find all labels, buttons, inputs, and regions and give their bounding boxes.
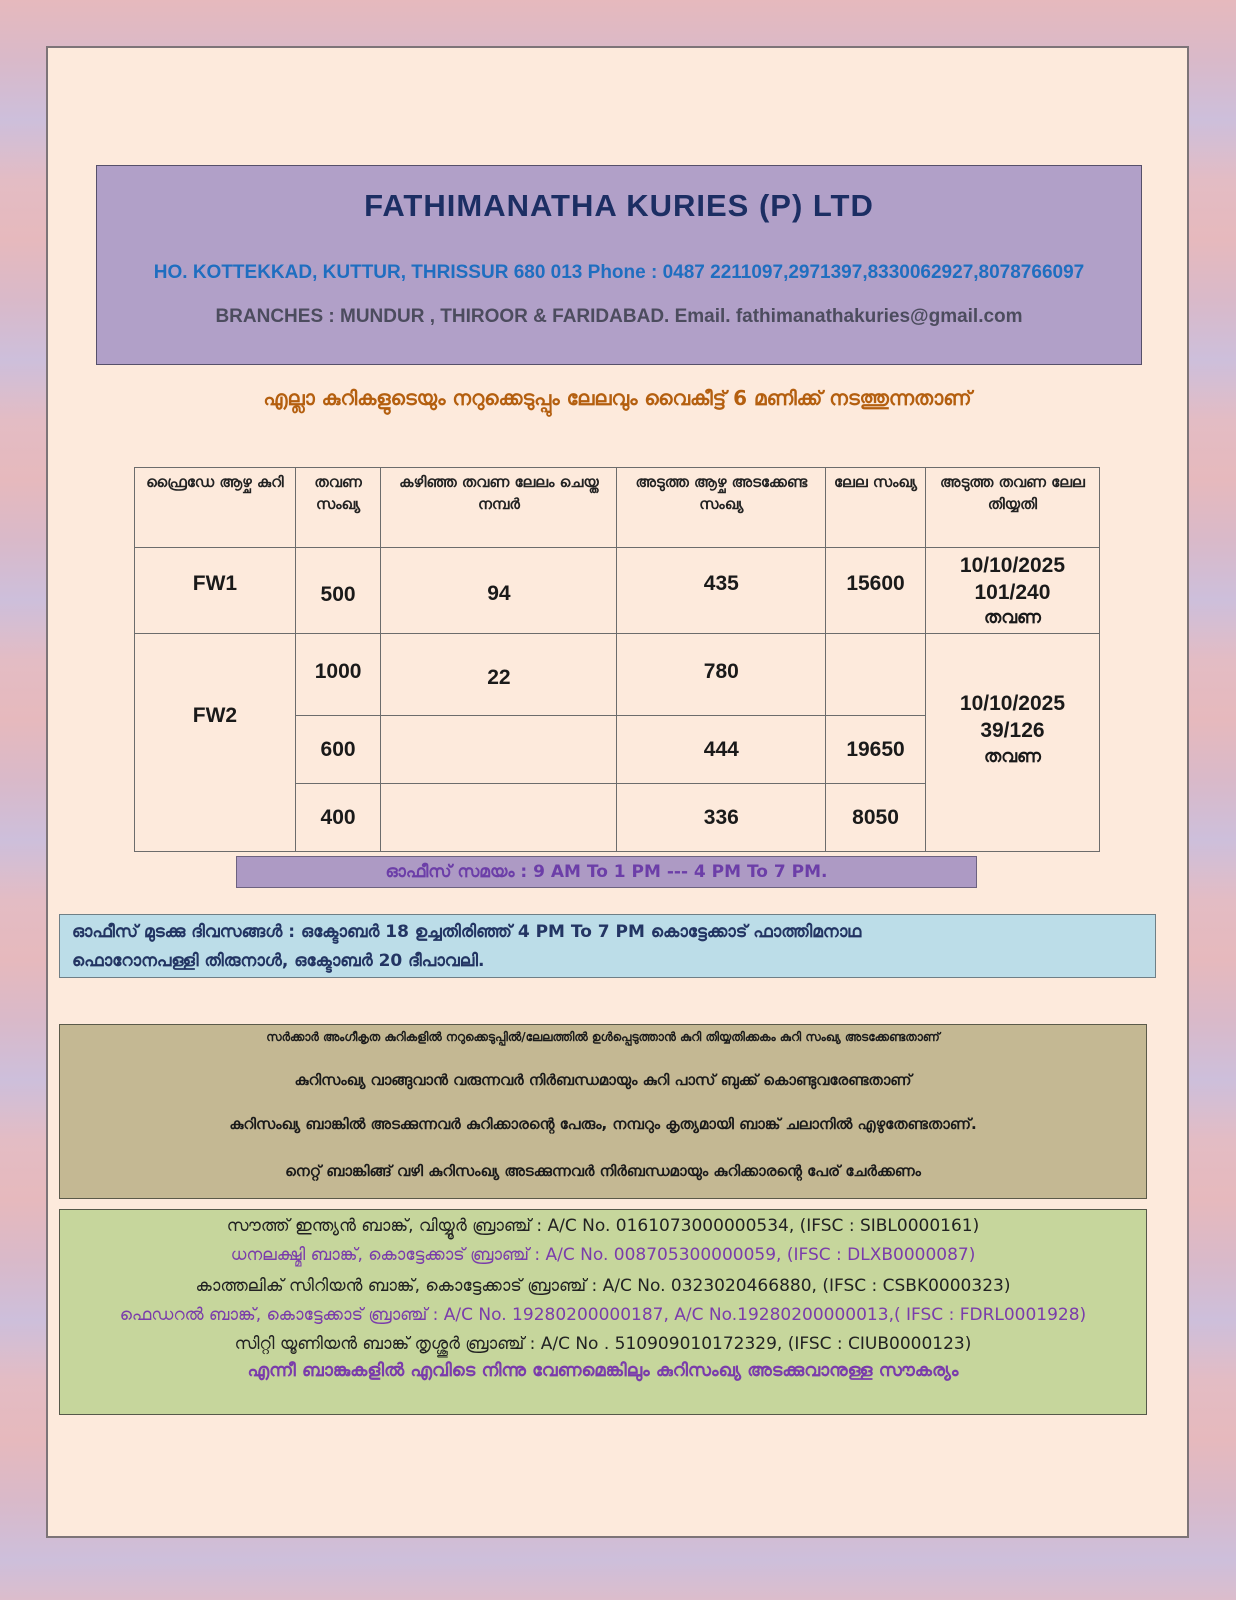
table-row — [135, 548, 1100, 634]
auction-amount — [826, 634, 926, 716]
notice-page — [46, 46, 1189, 1538]
rule-line: കുറിസംഖ്യ വാങ്ങുവാൻ വരുന്നവർ നിർബന്ധമായും കുറി പാസ് ബുക്ക് കൊണ്ടുവരേണ്ടതാണ് — [294, 1071, 912, 1089]
office-hours-banner: ഓഫീസ് സമയം : 9 AM To 1 PM --- 4 PM To 7 PM. — [236, 856, 977, 888]
payment-rules — [59, 1024, 1147, 1199]
auction-time-note: എല്ലാ കുറികളുടെയും നറുക്കെടുപ്പും ലേലവും വൈകീട്ട് 6 മണിക്ക് നടത്തുന്നതാണ് — [263, 386, 972, 410]
auction-amount: 8050 — [826, 784, 926, 852]
holiday-notice — [59, 914, 1156, 978]
kuri-name: FW1 — [135, 548, 296, 634]
installment: 1000 — [295, 634, 381, 716]
bank-line: സിറ്റി യൂണിയൻ ബാങ്ക് തൃശ്ശൂർ ബ്രാഞ്ച് : A/C No . 510909010172329, (IFSC : CIUB0000123) — [234, 1334, 972, 1354]
last-number-empty — [381, 716, 617, 784]
installment-count: 101/240 — [974, 580, 1051, 604]
table-row — [135, 634, 1100, 716]
holiday-line-2: ഫൊറോനപള്ളി തിരുനാൾ, ഒക്ടോബർ 20 ദീപാവലി. — [72, 951, 485, 971]
bank-line: ധനലക്ഷ്മി ബാങ്ക്, കൊട്ടേക്കാട് ബ്രാഞ്ച് : A/C No. 008705300000059, (IFSC : DLXB0000087) — [230, 1245, 976, 1265]
col-header-kuri: ഫ്രൈഡേ ആഴ്ച കുറി — [135, 468, 296, 548]
branches-email: BRANCHES : MUNDUR , THIROOR & FARIDABAD. Email. fathimanathakuries@gmail.com — [215, 306, 1023, 327]
company-header — [96, 165, 1142, 365]
table-header-row — [135, 468, 1100, 548]
col-header-last-number: കഴിഞ്ഞ തവണ ലേലം ചെയ്ത നമ്പർ — [381, 468, 617, 548]
auction-amount: 15600 — [826, 548, 926, 634]
next-amount: 780 — [617, 634, 826, 716]
next-date-cell — [925, 548, 1099, 634]
bank-footer-note: എന്നീ ബാങ്കുകളിൽ എവിടെ നിന്നു വേണമെങ്കിലും കുറിസംഖ്യ അടക്കുവാനുള്ള സൗകര്യം — [247, 1360, 959, 1381]
next-amount: 435 — [617, 548, 826, 634]
col-header-next-date: അടുത്ത തവണ ലേല തിയ്യതി — [925, 468, 1099, 548]
installment: 400 — [295, 784, 381, 852]
col-header-next-amount: അടുത്ത ആഴ്ച അടക്കേണ്ട സംഖ്യ — [617, 468, 826, 548]
rule-line: കുറിസംഖ്യ ബാങ്കിൽ അടക്കുന്നവർ കുറിക്കാരന്റെ പേരും, നമ്പറും കൃത്യമായി ബാങ്ക് ചലാനിൽ എഴുതേണ്ടതാണ്. — [229, 1115, 977, 1133]
last-number: 22 — [381, 634, 617, 716]
kuri-name: FW2 — [135, 634, 296, 852]
next-date: 10/10/2025 — [959, 553, 1065, 577]
next-amount: 444 — [617, 716, 826, 784]
col-header-installment: തവണ സംഖ്യ — [295, 468, 381, 548]
last-number: 94 — [381, 548, 617, 634]
bank-line: കാത്തലിക് സിറിയൻ ബാങ്ക്, കൊട്ടേക്കാട് ബ്രാഞ്ച് : A/C No. 0323020466880, (IFSC : CSBK0000323) — [195, 1276, 1011, 1296]
last-number-empty — [381, 784, 617, 852]
holiday-line-1: ഓഫീസ് മുടക്കു ദിവസങ്ങൾ : ഒക്ടോബർ 18 ഉച്ചതിരിഞ്ഞ് 4 PM To 7 PM കൊട്ടേക്കാട് ഫാത്തിമനാഥ — [72, 922, 862, 942]
bank-accounts — [59, 1209, 1147, 1415]
installment: 500 — [295, 548, 381, 634]
head-office-address: HO. KOTTEKKAD, KUTTUR, THRISSUR 680 013 Phone : 0487 2211097,2971397,8330062927,8078766097 — [153, 262, 1085, 283]
auction-amount: 19650 — [826, 716, 926, 784]
rule-line: നെറ്റ് ബാങ്കിങ്ങ് വഴി കുറിസംഖ്യ അടക്കുന്നവർ നിർബന്ധമായും കുറിക്കാരന്റെ പേര് ചേർക്കണം — [285, 1162, 921, 1180]
tavana-label: തവണ — [984, 745, 1041, 767]
company-name: FATHIMANATHA KURIES (P) LTD — [364, 188, 874, 223]
kuri-table — [134, 467, 1100, 852]
col-header-auction-amount: ലേല സംഖ്യ — [826, 468, 926, 548]
rule-line: സർക്കാർ അംഗീകൃത കുറികളിൽ നറുക്കെടുപ്പിൽ/ലേലത്തിൽ ഉൾപ്പെടുത്താൻ കുറി തിയ്യതിക്കകം കുറി സംഖ്യ അടക്കേണ്ടതാണ് — [266, 1030, 940, 1044]
installment: 600 — [295, 716, 381, 784]
next-date-cell — [925, 634, 1099, 852]
bank-line: ഫെഡറൽ ബാങ്ക്, കൊട്ടേക്കാട് ബ്രാഞ്ച് : A/C No. 19280200000187, A/C No.19280200000013,( IFSC : FDRL0001928) — [119, 1305, 1087, 1325]
bank-line: സൗത്ത് ഇന്ത്യൻ ബാങ്ക്, വിയ്യൂർ ബ്രാഞ്ച് : A/C No. 0161073000000534, (IFSC : SIBL0000161) — [226, 1216, 980, 1236]
installment-count: 39/126 — [980, 719, 1045, 743]
tavana-label: തവണ — [984, 607, 1041, 629]
next-amount: 336 — [617, 784, 826, 852]
next-date: 10/10/2025 — [959, 692, 1065, 715]
